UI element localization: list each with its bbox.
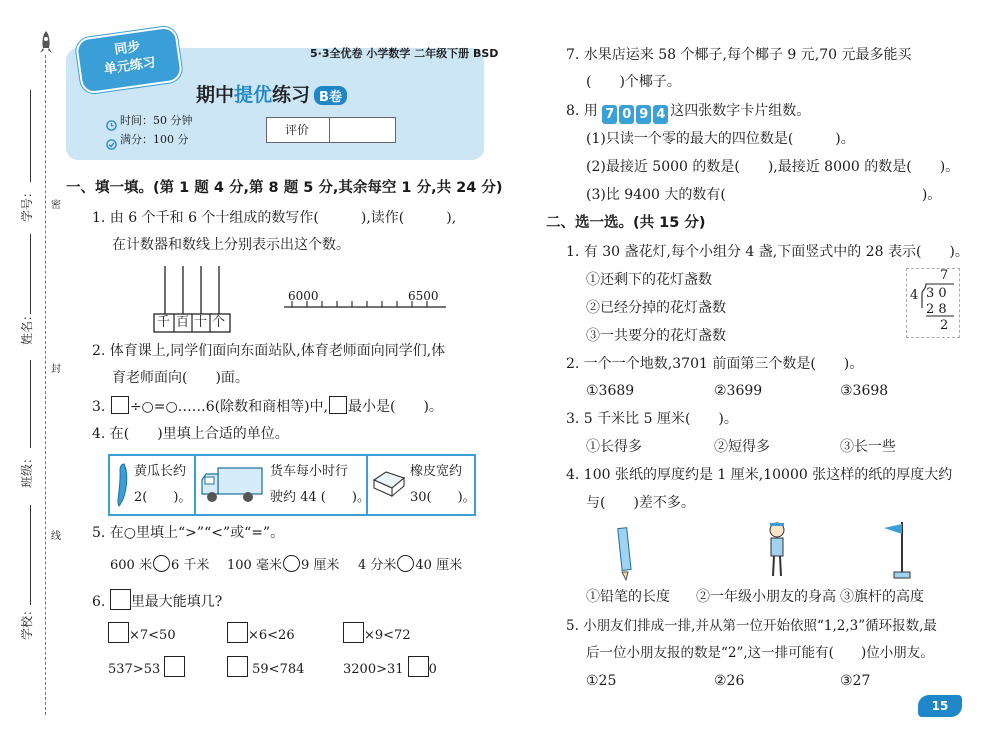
q6-r1-box-3 bbox=[343, 622, 364, 643]
badge-line-1: 同步 bbox=[113, 39, 142, 58]
q6-r1-box-1 bbox=[108, 622, 129, 643]
q6-row2-item-3 bbox=[343, 656, 437, 680]
q3 bbox=[92, 396, 443, 417]
s2-q2: 2. 一个一个地数,3701 前面第三个数是( )。 bbox=[566, 356, 864, 372]
check-icon bbox=[106, 135, 117, 154]
abacus-label-shi: 十 bbox=[194, 315, 208, 330]
q6-text: 里最大能填几? bbox=[130, 594, 223, 610]
division-remainder: 2 bbox=[940, 318, 949, 333]
rocket-icon bbox=[38, 30, 54, 60]
s2-q5-opt-3: ③27 bbox=[840, 673, 871, 689]
q8-post: 这四张数字卡片组数。 bbox=[670, 103, 811, 119]
binding-id-label: 学号： bbox=[20, 185, 34, 222]
page-number: 15 bbox=[918, 695, 962, 717]
q5-item-3-right: 40 厘米 bbox=[415, 558, 463, 573]
s2-q1-opt-1: ①还剩下的花灯盏数 bbox=[586, 272, 712, 288]
q6-r1-text-2: ×6<26 bbox=[248, 628, 295, 643]
title-part-b: 提优 bbox=[234, 84, 273, 106]
id-blank-line bbox=[30, 90, 31, 182]
s2-q4-line-1: 4. 100 张纸的厚度约是 1 厘米,10000 张这样的纸的厚度大约 bbox=[566, 467, 953, 483]
q1-line-2: 在计数器和数线上分别表示出这个数。 bbox=[112, 237, 350, 253]
q6-r1-text-3: ×9<72 bbox=[364, 628, 411, 643]
q7-line-2: ( )个椰子。 bbox=[586, 74, 681, 90]
s2-q5-line-1: 5. 小朋友们排成一排,并从第一位开始依照“1,2,3”循环报数,最 bbox=[566, 618, 937, 634]
cucumber-icon bbox=[114, 462, 130, 512]
q5-item-3 bbox=[358, 555, 462, 576]
s2-q3-opt-2: ②短得多 bbox=[714, 439, 770, 455]
q6-square bbox=[110, 589, 131, 610]
number-card-0: 0 bbox=[619, 105, 634, 124]
unit-eraser-line-2: 30( )。 bbox=[410, 490, 476, 505]
eraser-icon bbox=[372, 468, 406, 502]
q3-square bbox=[111, 396, 129, 414]
q3-text-2: 最小是( )。 bbox=[348, 399, 443, 415]
q8-pre: 8. 用 bbox=[566, 103, 598, 119]
binding-name-label: 姓名： bbox=[20, 308, 34, 345]
q6-row1-item-3 bbox=[343, 622, 411, 646]
q1-line-1: 1. 由 6 个千和 6 个十组成的数写作( ),读作( ), bbox=[92, 210, 457, 226]
time-limit: 时间：50 分钟 bbox=[120, 114, 193, 127]
q5-item-1-left: 600 米 bbox=[110, 558, 152, 573]
badge-line-2: 单元练习 bbox=[103, 55, 157, 78]
q6-r2-box-3 bbox=[408, 656, 429, 677]
seal-feng: 封 bbox=[51, 364, 61, 375]
s2-q4-opt-3: ③旗杆的高度 bbox=[840, 589, 924, 605]
class-blank-line bbox=[30, 360, 31, 448]
q5-item-1 bbox=[110, 555, 209, 576]
binding-school-label: 学校： bbox=[20, 603, 34, 640]
q6-number: 6. bbox=[92, 594, 106, 610]
school-blank-line bbox=[30, 505, 31, 605]
s2-q4-line-2: 与( )差不多。 bbox=[586, 495, 695, 511]
seal-mi: 密 bbox=[51, 200, 61, 211]
q3-square-2 bbox=[329, 396, 347, 414]
abacus-label-qian: 千 bbox=[157, 315, 171, 330]
q7-line-1: 7. 水果店运来 58 个椰子,每个椰子 9 元,70 元最多能买 bbox=[566, 47, 912, 63]
number-card-4: 4 bbox=[653, 105, 668, 124]
division-dividend: 3 0 bbox=[926, 286, 947, 301]
q8-intro bbox=[566, 101, 810, 124]
unit-cucumber-line-1: 黄瓜长约 bbox=[134, 464, 187, 479]
q6-r2-text-2: 59<784 bbox=[252, 662, 305, 677]
q8-part-3: (3)比 9400 大的数有( )。 bbox=[586, 187, 942, 203]
q5-item-2-right: 9 厘米 bbox=[300, 558, 340, 573]
q5-item-2-left: 100 毫米 bbox=[227, 558, 282, 573]
q6-r1-box-2 bbox=[227, 622, 248, 643]
seal-xian: 线 bbox=[51, 531, 61, 542]
eval-label: 评价 bbox=[285, 123, 310, 137]
unit-truck-line-1: 货车每小时行 bbox=[270, 464, 349, 479]
s2-q4-opt-1: ①铅笔的长度 bbox=[586, 589, 670, 605]
number-card-9: 9 bbox=[636, 105, 651, 124]
q2-line-1: 2. 体育课上,同学们面向东面站队,体育老师面向同学们,体 bbox=[92, 343, 446, 359]
q5-circle-2 bbox=[283, 555, 300, 572]
s2-q1: 1. 有 30 盏花灯,每个小组分 4 盏,下面竖式中的 28 表示( )。 bbox=[566, 244, 969, 260]
q6-row2-item-1 bbox=[108, 656, 185, 680]
q6-r1-text-1: ×7<50 bbox=[129, 628, 176, 643]
evaluation-box bbox=[266, 117, 396, 143]
number-card-7: 7 bbox=[602, 105, 617, 124]
q6-row1-item-1 bbox=[108, 622, 176, 646]
division-divisor: 4 bbox=[910, 288, 919, 303]
q2-line-2: 育老师面向( )面。 bbox=[112, 370, 249, 386]
s2-q2-opt-1: ①3689 bbox=[586, 383, 635, 399]
s2-q2-opt-3: ③3698 bbox=[840, 383, 889, 399]
q5-item-1-right: 6 千米 bbox=[170, 558, 210, 573]
pencil-icon bbox=[614, 526, 636, 586]
clock-icon bbox=[106, 116, 117, 135]
abacus-label-ge: 个 bbox=[212, 315, 226, 330]
title-part-c: 练习 bbox=[272, 84, 311, 106]
q5-item-2 bbox=[227, 555, 339, 576]
full-score: 满分：100 分 bbox=[120, 133, 189, 146]
s2-q5-line-2: 后一位小朋友报的数是“2”,这一排可能有( )位小朋友。 bbox=[586, 645, 934, 661]
section-2-heading: 二、选一选。(共 15 分) bbox=[546, 215, 706, 231]
s2-q2-opt-2: ②3699 bbox=[714, 383, 763, 399]
binding-class-label: 班级： bbox=[20, 451, 34, 488]
s2-q5-opt-2: ②26 bbox=[714, 673, 745, 689]
q3-number: 3. bbox=[92, 399, 106, 415]
unit-cucumber-line-2: 2( )。 bbox=[134, 490, 192, 505]
q5-circle-3 bbox=[397, 555, 414, 572]
s2-q5-opt-1: ①25 bbox=[586, 673, 617, 689]
unit-truck-line-2: 驶约 44 ( )。 bbox=[270, 490, 370, 505]
q5: 5. 在○里填上“>”“<”或“=”。 bbox=[92, 525, 285, 541]
q6 bbox=[92, 589, 222, 612]
series-info: 5·3全优卷 小学数学 二年级下册 BSD bbox=[310, 47, 499, 60]
s2-q3: 3. 5 千米比 5 厘米( )。 bbox=[566, 411, 738, 427]
number-line-right: 6500 bbox=[408, 289, 439, 303]
division-quotient: 7 bbox=[940, 268, 949, 283]
number-line-left: 6000 bbox=[288, 289, 319, 303]
s2-q4-opt-2: ②一年级小朋友的身高 bbox=[696, 589, 836, 605]
name-blank-line bbox=[30, 234, 31, 314]
division-product: 2 8 bbox=[926, 302, 947, 317]
q6-r2-box-1 bbox=[164, 656, 185, 677]
section-1-heading: 一、填一填。(第 1 题 4 分,第 8 题 5 分,其余每空 1 分,共 24 分) bbox=[66, 180, 503, 196]
unit-eraser-line-1: 橡皮宽约 bbox=[410, 464, 463, 479]
q8-part-1: (1)只读一个零的最大的四位数是( )。 bbox=[586, 131, 855, 147]
abacus-label-bai: 百 bbox=[176, 315, 190, 330]
q6-row2-item-2 bbox=[227, 656, 304, 680]
s2-q1-opt-3: ③一共要分的花灯盏数 bbox=[586, 328, 726, 344]
q6-r2-box-2 bbox=[227, 656, 248, 677]
title-tag: B卷 bbox=[314, 86, 347, 105]
s2-q1-opt-2: ②已经分掉的花灯盏数 bbox=[586, 300, 726, 316]
unit-sep-1 bbox=[194, 456, 196, 514]
q6-row1-item-2 bbox=[227, 622, 295, 646]
q6-r2-text-3b: 0 bbox=[428, 662, 437, 677]
binding-dashed-line bbox=[45, 55, 46, 715]
q5-circle-1 bbox=[153, 555, 170, 572]
child-icon bbox=[762, 520, 792, 584]
q5-item-3-left: 4 分米 bbox=[358, 558, 397, 573]
q3-text: ÷○=○……6(除数和商相等)中, bbox=[129, 399, 328, 415]
s2-q3-opt-3: ③长一些 bbox=[840, 439, 896, 455]
s2-q3-opt-1: ①长得多 bbox=[586, 439, 642, 455]
q6-r2-text-1: 537>53 bbox=[108, 662, 161, 677]
eval-divider bbox=[329, 118, 330, 142]
flagpole-icon bbox=[874, 518, 920, 584]
q4: 4. 在( )里填上合适的单位。 bbox=[92, 426, 289, 442]
q8-part-2: (2)最接近 5000 的数是( ),最接近 8000 的数是( )。 bbox=[586, 159, 960, 175]
q6-r2-text-3: 3200>31 bbox=[343, 662, 404, 677]
page-title bbox=[196, 80, 347, 107]
truck-icon bbox=[200, 464, 264, 510]
title-part-a: 期中 bbox=[196, 84, 235, 106]
unit-table bbox=[108, 454, 476, 516]
